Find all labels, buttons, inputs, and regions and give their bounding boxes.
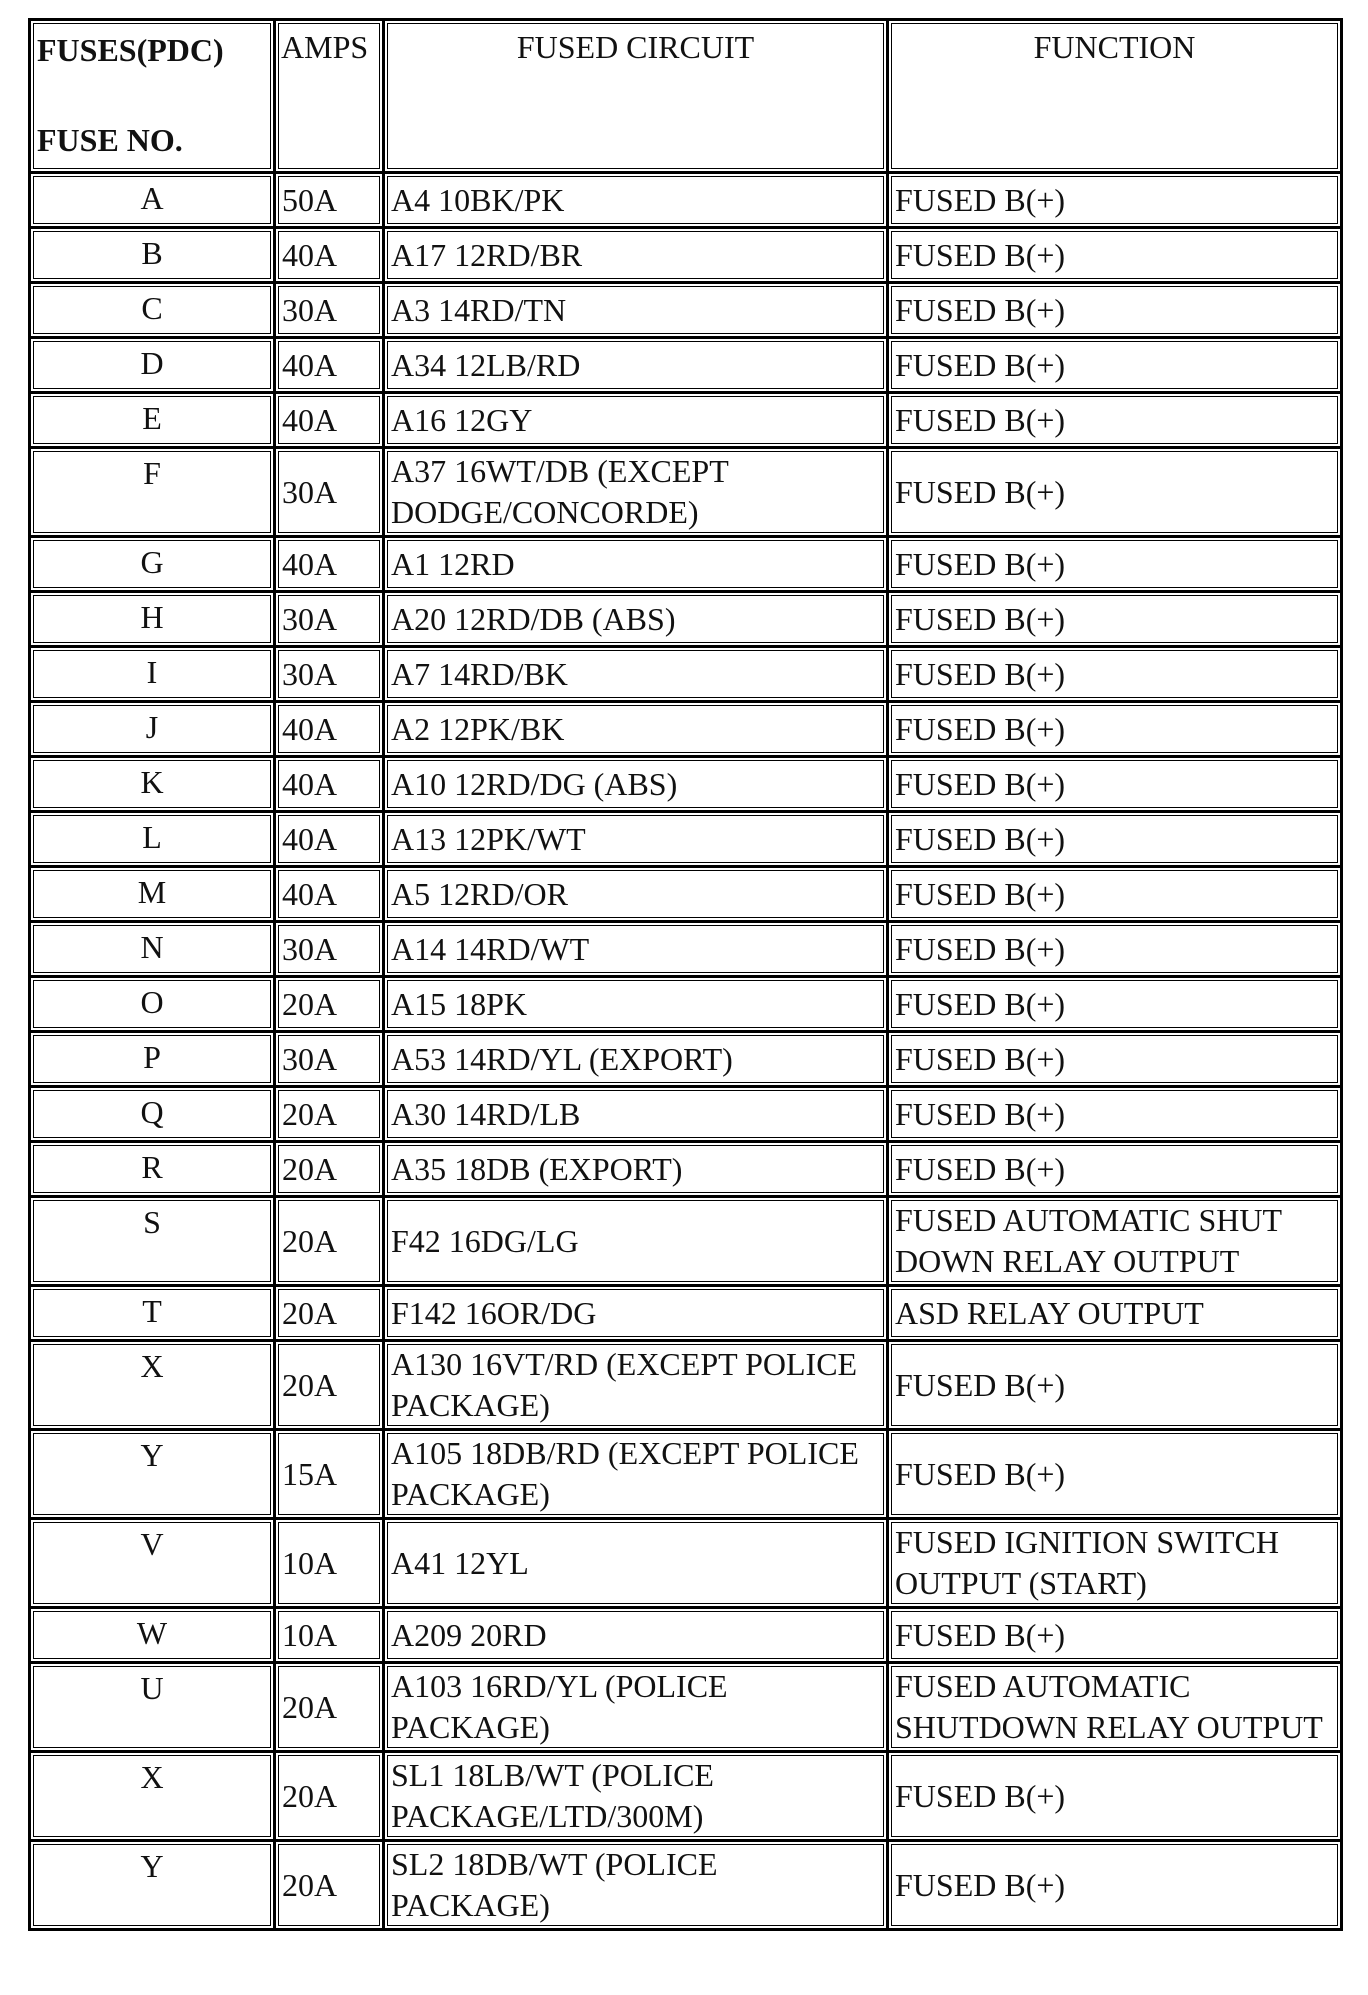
table-row <box>31 174 1343 229</box>
amps-cell: 30A <box>276 923 385 978</box>
table-row <box>31 1431 1343 1520</box>
table-body <box>31 174 1343 1931</box>
amps-cell: 20A <box>276 1664 385 1753</box>
fuse-number-cell: U <box>31 1664 276 1753</box>
function-cell: FUSED B(+) <box>889 978 1343 1033</box>
amps-cell: 30A <box>276 1033 385 1088</box>
fuse-number-cell: A <box>31 174 276 229</box>
amps-cell: 15A <box>276 1431 385 1520</box>
fused-circuit-cell: A53 14RD/YL (EXPORT) <box>385 1033 889 1088</box>
header-row <box>31 21 1343 174</box>
fuse-number-cell: D <box>31 339 276 394</box>
fused-circuit-cell: A4 10BK/PK <box>385 174 889 229</box>
function-cell: FUSED B(+) <box>889 923 1343 978</box>
fused-circuit-cell: F42 16DG/LG <box>385 1198 889 1287</box>
fuse-number-cell: N <box>31 923 276 978</box>
table-row <box>31 1609 1343 1664</box>
function-cell: FUSED B(+) <box>889 758 1343 813</box>
fuse-number-cell: V <box>31 1520 276 1609</box>
table-row <box>31 1033 1343 1088</box>
fused-circuit-cell: SL1 18LB/WT (POLICE PACKAGE/LTD/300M) <box>385 1753 889 1842</box>
amps-cell: 20A <box>276 1842 385 1931</box>
table-row <box>31 1198 1343 1287</box>
function-cell: FUSED B(+) <box>889 1609 1343 1664</box>
table-row <box>31 229 1343 284</box>
fused-circuit-cell: A105 18DB/RD (EXCEPT POLICE PACKAGE) <box>385 1431 889 1520</box>
fuse-number-cell: C <box>31 284 276 339</box>
fuse-number-cell: Y <box>31 1431 276 1520</box>
function-cell: FUSED B(+) <box>889 1842 1343 1931</box>
amps-cell: 40A <box>276 813 385 868</box>
table-row <box>31 284 1343 339</box>
function-cell: FUSED B(+) <box>889 339 1343 394</box>
fused-circuit-cell: A5 12RD/OR <box>385 868 889 923</box>
fused-circuit-cell: F142 16OR/DG <box>385 1287 889 1342</box>
fused-circuit-cell: A2 12PK/BK <box>385 703 889 758</box>
amps-cell: 20A <box>276 1143 385 1198</box>
header-fuse-line1: FUSES(PDC) <box>37 32 224 68</box>
table-row <box>31 1664 1343 1753</box>
function-cell: FUSED B(+) <box>889 868 1343 923</box>
table-row <box>31 1753 1343 1842</box>
function-cell: FUSED B(+) <box>889 648 1343 703</box>
fused-circuit-cell: A37 16WT/DB (EXCEPT DODGE/CONCORDE) <box>385 449 889 538</box>
table-row <box>31 1342 1343 1431</box>
table-row <box>31 758 1343 813</box>
function-cell: FUSED B(+) <box>889 174 1343 229</box>
fuse-number-cell: I <box>31 648 276 703</box>
amps-cell: 30A <box>276 593 385 648</box>
function-cell: FUSED B(+) <box>889 703 1343 758</box>
amps-cell: 30A <box>276 284 385 339</box>
table-row <box>31 339 1343 394</box>
table-row <box>31 1143 1343 1198</box>
header-function: FUNCTION <box>889 21 1343 174</box>
table-row <box>31 1287 1343 1342</box>
amps-cell: 40A <box>276 394 385 449</box>
table-row <box>31 449 1343 538</box>
fuse-number-cell: G <box>31 538 276 593</box>
function-cell: FUSED B(+) <box>889 1143 1343 1198</box>
function-cell: FUSED AUTOMATIC SHUTDOWN RELAY OUTPUT <box>889 1664 1343 1753</box>
header-amps: AMPS <box>276 21 385 174</box>
fused-circuit-cell: A209 20RD <box>385 1609 889 1664</box>
fuse-number-cell: Q <box>31 1088 276 1143</box>
amps-cell: 40A <box>276 339 385 394</box>
fused-circuit-cell: A13 12PK/WT <box>385 813 889 868</box>
fuse-number-cell: P <box>31 1033 276 1088</box>
table-row <box>31 648 1343 703</box>
fused-circuit-cell: A34 12LB/RD <box>385 339 889 394</box>
fused-circuit-cell: A20 12RD/DB (ABS) <box>385 593 889 648</box>
fused-circuit-cell: A35 18DB (EXPORT) <box>385 1143 889 1198</box>
amps-cell: 30A <box>276 449 385 538</box>
amps-cell: 40A <box>276 758 385 813</box>
table-row <box>31 978 1343 1033</box>
function-cell: FUSED B(+) <box>889 813 1343 868</box>
table-row <box>31 923 1343 978</box>
amps-cell: 10A <box>276 1520 385 1609</box>
amps-cell: 20A <box>276 1088 385 1143</box>
amps-cell: 20A <box>276 1198 385 1287</box>
function-cell: FUSED B(+) <box>889 394 1343 449</box>
function-cell: FUSED B(+) <box>889 284 1343 339</box>
table-row <box>31 593 1343 648</box>
header-fused-circuit: FUSED CIRCUIT <box>385 21 889 174</box>
fuse-number-cell: X <box>31 1753 276 1842</box>
function-cell: FUSED B(+) <box>889 1431 1343 1520</box>
function-cell: ASD RELAY OUTPUT <box>889 1287 1343 1342</box>
amps-cell: 20A <box>276 1287 385 1342</box>
fuse-table <box>28 18 1343 1931</box>
function-cell: FUSED B(+) <box>889 449 1343 538</box>
table-header <box>31 21 1343 174</box>
header-fuse-number <box>31 21 276 174</box>
function-cell: FUSED B(+) <box>889 1088 1343 1143</box>
amps-cell: 20A <box>276 1753 385 1842</box>
fused-circuit-cell: A17 12RD/BR <box>385 229 889 284</box>
function-cell: FUSED B(+) <box>889 1753 1343 1842</box>
fuse-number-cell: K <box>31 758 276 813</box>
fused-circuit-cell: A3 14RD/TN <box>385 284 889 339</box>
amps-cell: 20A <box>276 1342 385 1431</box>
fuse-number-cell: X <box>31 1342 276 1431</box>
fused-circuit-cell: A130 16VT/RD (EXCEPT POLICE PACKAGE) <box>385 1342 889 1431</box>
fuse-number-cell: T <box>31 1287 276 1342</box>
fuse-number-cell: B <box>31 229 276 284</box>
function-cell: FUSED B(+) <box>889 1342 1343 1431</box>
fuse-number-cell: L <box>31 813 276 868</box>
fused-circuit-cell: A30 14RD/LB <box>385 1088 889 1143</box>
amps-cell: 40A <box>276 538 385 593</box>
fused-circuit-cell: A7 14RD/BK <box>385 648 889 703</box>
fuse-number-cell: W <box>31 1609 276 1664</box>
amps-cell: 40A <box>276 229 385 284</box>
function-cell: FUSED IGNITION SWITCH OUTPUT (START) <box>889 1520 1343 1609</box>
function-cell: FUSED B(+) <box>889 229 1343 284</box>
fused-circuit-cell: A41 12YL <box>385 1520 889 1609</box>
fused-circuit-cell: A14 14RD/WT <box>385 923 889 978</box>
fused-circuit-cell: A103 16RD/YL (POLICE PACKAGE) <box>385 1664 889 1753</box>
amps-cell: 20A <box>276 978 385 1033</box>
amps-cell: 30A <box>276 648 385 703</box>
fused-circuit-cell: SL2 18DB/WT (POLICE PACKAGE) <box>385 1842 889 1931</box>
header-fuse-line2: FUSE NO. <box>37 122 183 158</box>
fuse-number-cell: O <box>31 978 276 1033</box>
amps-cell: 10A <box>276 1609 385 1664</box>
fuse-number-cell: E <box>31 394 276 449</box>
table-row <box>31 1520 1343 1609</box>
fuse-number-cell: F <box>31 449 276 538</box>
fused-circuit-cell: A1 12RD <box>385 538 889 593</box>
amps-cell: 40A <box>276 868 385 923</box>
function-cell: FUSED B(+) <box>889 538 1343 593</box>
fuse-number-cell: J <box>31 703 276 758</box>
amps-cell: 40A <box>276 703 385 758</box>
fuse-number-cell: M <box>31 868 276 923</box>
fuse-number-cell: Y <box>31 1842 276 1931</box>
fuse-number-cell: H <box>31 593 276 648</box>
fused-circuit-cell: A15 18PK <box>385 978 889 1033</box>
table-row <box>31 813 1343 868</box>
amps-cell: 50A <box>276 174 385 229</box>
fuse-number-cell: R <box>31 1143 276 1198</box>
fused-circuit-cell: A16 12GY <box>385 394 889 449</box>
table-row <box>31 1842 1343 1931</box>
table-row <box>31 868 1343 923</box>
fuse-number-cell: S <box>31 1198 276 1287</box>
function-cell: FUSED AUTOMATIC SHUT DOWN RELAY OUTPUT <box>889 1198 1343 1287</box>
table-row <box>31 394 1343 449</box>
table-row <box>31 538 1343 593</box>
table-row <box>31 1088 1343 1143</box>
fused-circuit-cell: A10 12RD/DG (ABS) <box>385 758 889 813</box>
table-row <box>31 703 1343 758</box>
function-cell: FUSED B(+) <box>889 593 1343 648</box>
function-cell: FUSED B(+) <box>889 1033 1343 1088</box>
fuse-document <box>28 18 1340 1931</box>
